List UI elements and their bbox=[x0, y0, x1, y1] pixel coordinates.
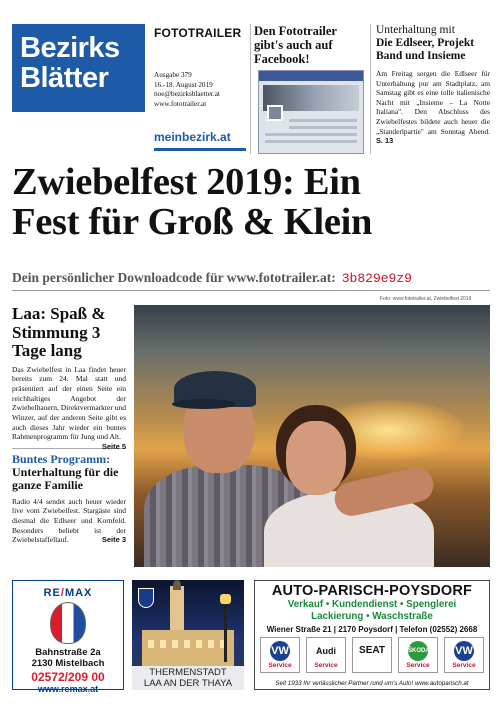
facebook-screenshot-image bbox=[258, 70, 364, 154]
facebook-teaser-line-3: Facebook! bbox=[254, 52, 310, 66]
screenshot-avatar bbox=[267, 105, 283, 121]
contact-email[interactable]: noe@bezirksblaetter.at bbox=[154, 90, 220, 98]
vw-logo-icon: VW bbox=[454, 641, 474, 661]
brand-audi bbox=[306, 637, 346, 673]
main-headline-line-2: Fest für Groß & Klein bbox=[12, 201, 373, 243]
program-body bbox=[12, 497, 126, 546]
download-text: Dein persönlicher Downloadcode für www.fototrailer.at: bbox=[12, 270, 336, 285]
issue-number: Ausgabe 379 bbox=[154, 71, 192, 79]
brand-vw-nutzfahrzeuge bbox=[444, 637, 484, 673]
auto-contact: Wiener Straße 21 | 2170 Poysdorf | Telefon (02552) 2668 bbox=[266, 625, 478, 634]
brand-label: Service bbox=[314, 662, 338, 669]
brand-logos bbox=[255, 634, 489, 673]
download-code[interactable]: 3b829e9z9 bbox=[341, 271, 412, 286]
issue-meta bbox=[154, 71, 220, 109]
edlseer-headline: Die Edlseer, Projekt Band und Insieme bbox=[376, 37, 475, 62]
program-kicker: Buntes Programm: bbox=[12, 452, 111, 467]
street-lamp-icon bbox=[224, 600, 227, 662]
edlseer-body-text: Am Freitag sorgen die Edlseer für Unterhaltung pur am Stadtplatz, am Samstag gibt es eine tolle italienische Nacht mit „Insieme – La Notte Italiana". Den Abschluss des Zwiebelfestes bildete auch heuer die „Standerlpartie" am Sonntag Abend. bbox=[376, 69, 490, 136]
screenshot-topbar bbox=[259, 71, 363, 81]
edlseer-body bbox=[376, 69, 490, 146]
bezirksblaetter-logo[interactable] bbox=[12, 24, 145, 112]
laa-caption-line-2: LAA AN DER THAYA bbox=[143, 678, 233, 689]
left-column bbox=[12, 305, 126, 545]
meinbezirk-link[interactable]: meinbezirk.at bbox=[154, 130, 231, 144]
brand-seat bbox=[352, 637, 392, 673]
photo-cap-brim bbox=[172, 399, 236, 409]
auto-parisch-ad[interactable] bbox=[254, 580, 490, 690]
program-body-text: Radio 4/4 sendet auch heuer wieder live vom Zwiebelfest. Stargäste sind diesmal die Edlseer und Kornfeld. Besonders beliebt ist der Zwiebelstaffellauf. bbox=[12, 496, 126, 545]
screenshot-line bbox=[265, 133, 357, 136]
edlseer-teaser[interactable] bbox=[376, 24, 490, 146]
column-divider bbox=[370, 24, 371, 154]
audi-logo-icon: Audi bbox=[311, 641, 341, 661]
laa-caption bbox=[132, 666, 244, 690]
laa-thermenstadt-ad[interactable] bbox=[132, 580, 244, 690]
contact-web[interactable]: www.fototrailer.at bbox=[154, 99, 207, 108]
masthead-info bbox=[154, 26, 246, 148]
tower-spire bbox=[173, 580, 181, 590]
seat-logo-icon: SEAT bbox=[355, 641, 389, 661]
issue-dates: 16.-18. August 2019 bbox=[154, 80, 213, 89]
coat-of-arms-icon bbox=[138, 588, 154, 608]
logo-line-2: Blätter bbox=[20, 62, 109, 94]
section-label: FOTOTRAILER bbox=[154, 26, 242, 40]
brand-label: Service bbox=[406, 662, 430, 669]
main-headline bbox=[12, 162, 492, 242]
town-hall-building bbox=[142, 630, 234, 666]
remax-ad[interactable] bbox=[12, 580, 124, 694]
remax-phone[interactable]: 02572/209 00 bbox=[31, 670, 105, 684]
headline-rule bbox=[12, 290, 490, 291]
article-headline: Laa: Spaß & Stimmung 3 Tage lang bbox=[12, 304, 106, 360]
article-page-ref[interactable]: Seite 5 bbox=[101, 442, 126, 452]
article-body bbox=[12, 364, 126, 452]
remax-web[interactable]: www.remax.at bbox=[37, 684, 99, 694]
screenshot-line bbox=[289, 126, 357, 129]
facebook-teaser-line-2: gibt's auch auf bbox=[254, 38, 333, 52]
edlseer-kicker: Unterhaltung mit bbox=[376, 24, 455, 36]
logo-line-1: Bezirks bbox=[20, 32, 120, 64]
remax-logo-slash: / bbox=[60, 587, 65, 599]
remax-city: 2130 Mistelbach bbox=[31, 657, 105, 669]
program-headline: Unterhaltung für die ganze Familie bbox=[12, 465, 119, 493]
auto-services-1: Verkauf • Kundendienst • Spenglerei bbox=[287, 599, 457, 610]
remax-street: Bahnstraße 2a bbox=[35, 647, 101, 658]
photo-credit: Foto: www.fototrailer.at, Zwiebelfest 2019 bbox=[380, 296, 472, 302]
site-underline bbox=[154, 148, 246, 151]
download-code-line bbox=[12, 270, 490, 286]
photo-woman-head bbox=[286, 421, 346, 495]
column-divider bbox=[250, 24, 251, 154]
skoda-logo-icon: ŠKODA bbox=[408, 641, 428, 661]
auto-footer: Seit 1933 Ihr verlässlicher Partner rund um's Auto! www.autoparisch.at bbox=[275, 680, 469, 687]
screenshot-line bbox=[265, 140, 357, 143]
brand-skoda bbox=[398, 637, 438, 673]
facebook-teaser-line-1: Den Fototrailer bbox=[254, 24, 337, 38]
vw-logo-icon: VW bbox=[270, 641, 290, 661]
remax-logo-re: RE bbox=[43, 587, 61, 599]
balloon-icon bbox=[50, 602, 86, 644]
brand-label: Service bbox=[268, 662, 292, 669]
remax-address bbox=[13, 648, 123, 669]
article-body-text: Das Zwiebelfest in Laa findet heuer bereits zum 24. Mal statt und präsentiert auf der einen Seite ein reichhaltiges Angebot der Zwiebelbauern, Direktvermarkter und Winzer, auf der anderen Seite gibt es auch dieses Jahr wieder ein buntes Rahmenprogramm für Jung und Alt. bbox=[12, 364, 126, 442]
remax-logo bbox=[13, 587, 123, 599]
brand-label: Service bbox=[452, 662, 476, 669]
auto-parisch-name: AUTO-PARISCH-POYSDORF bbox=[271, 583, 473, 599]
brand-vw bbox=[260, 637, 300, 673]
couple-photo bbox=[134, 305, 490, 567]
main-headline-line-1: Zwiebelfest 2019: Ein bbox=[12, 161, 361, 203]
edlseer-page-ref[interactable]: S. 13 bbox=[376, 136, 394, 146]
remax-logo-max: MAX bbox=[64, 587, 93, 599]
screenshot-line bbox=[289, 119, 357, 122]
facebook-teaser[interactable] bbox=[254, 24, 366, 66]
program-page-ref[interactable]: Seite 3 bbox=[101, 535, 126, 545]
laa-caption-line-1: THERMENSTADT bbox=[149, 667, 227, 678]
auto-services-2: Lackierung • Waschstraße bbox=[311, 611, 433, 622]
